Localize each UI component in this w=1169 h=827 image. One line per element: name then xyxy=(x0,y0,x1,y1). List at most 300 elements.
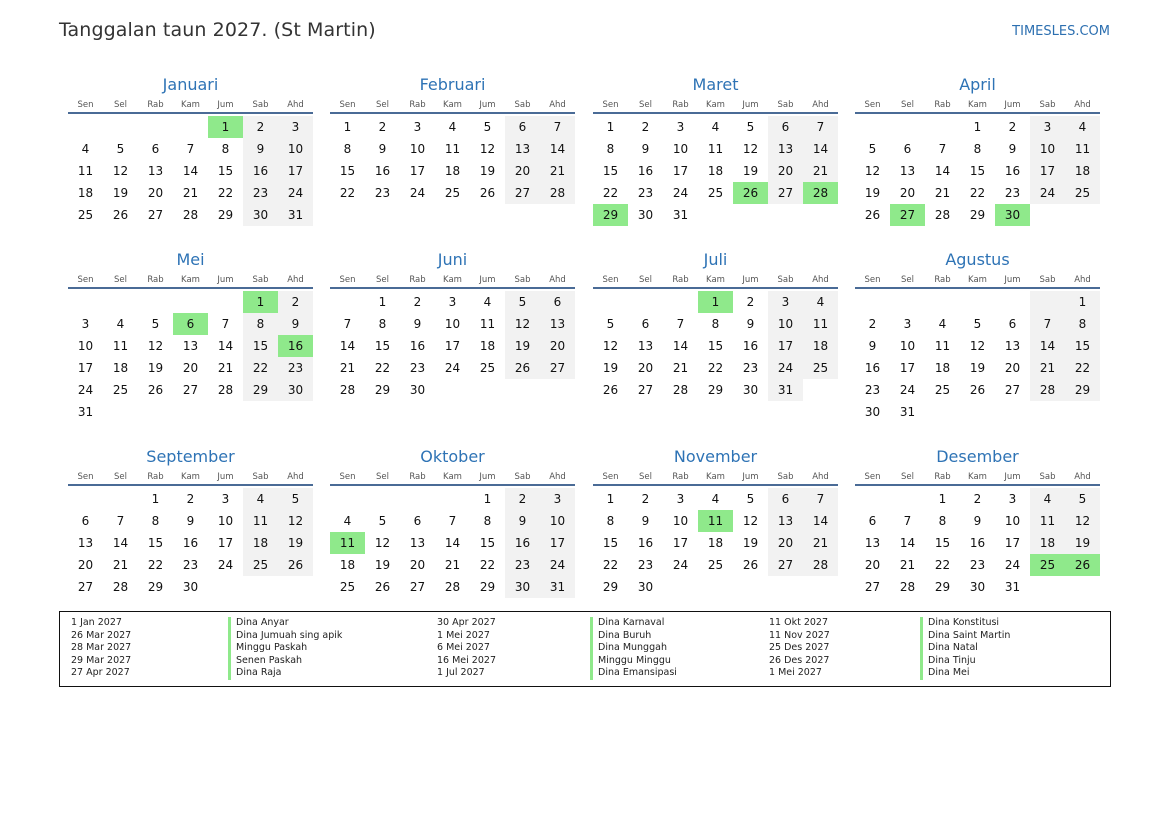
day-cell: 17 xyxy=(278,160,313,182)
legend-holiday-name: Dina Emansipasi xyxy=(590,667,677,680)
month-name: November xyxy=(673,447,758,466)
empty-cell xyxy=(890,488,925,510)
weekday-header xyxy=(330,470,575,486)
day-cell: 12 xyxy=(742,514,759,528)
day-cell: 15 xyxy=(934,536,951,550)
weekday-label: Sen xyxy=(339,100,356,110)
day-cell: 7 xyxy=(343,317,352,331)
weekday-header xyxy=(330,98,575,114)
weekday-label: Kam xyxy=(706,472,725,482)
empty-cell xyxy=(890,291,925,313)
day-cell: 10 xyxy=(1030,138,1065,160)
day-cell: 5 xyxy=(151,317,160,331)
day-cell: 6 xyxy=(151,142,160,156)
day-cell: 13 xyxy=(505,138,540,160)
day-cell: 5 xyxy=(746,120,755,134)
day-cell: 18 xyxy=(707,536,724,550)
empty-cell xyxy=(365,488,400,510)
day-cell: 30 xyxy=(637,208,654,222)
day-cell: 26 xyxy=(112,208,129,222)
day-cell: 25 xyxy=(112,383,129,397)
week-row xyxy=(593,488,838,510)
day-cell: 3 xyxy=(278,116,313,138)
weekday-header xyxy=(855,98,1100,114)
day-cell: 20 xyxy=(540,335,575,357)
legend-holiday-name: Dina Karnaval xyxy=(590,617,677,630)
week-row xyxy=(68,379,313,401)
day-cell: 11 xyxy=(112,339,129,353)
day-cell: 20 xyxy=(899,186,916,200)
weekday-label: Ahd xyxy=(1074,100,1091,110)
day-cell: 23 xyxy=(637,186,654,200)
day-cell: 22 xyxy=(147,558,164,572)
weekday-label: Sab xyxy=(252,100,269,110)
weekday-label: Ahd xyxy=(812,472,829,482)
empty-cell xyxy=(103,291,138,313)
week-row xyxy=(68,204,313,226)
day-cell: 25 xyxy=(803,357,838,379)
legend-date: 29 Mar 2027 xyxy=(71,654,132,666)
day-cell: 7 xyxy=(116,514,125,528)
day-cell: 7 xyxy=(803,116,838,138)
day-cell: 15 xyxy=(969,164,986,178)
week-row xyxy=(330,116,575,138)
day-cell: 26 xyxy=(742,558,759,572)
day-cell: 26 xyxy=(505,357,540,379)
day-cell: 24 xyxy=(217,558,234,572)
day-cell: 29 xyxy=(374,383,391,397)
legend-holiday-name: Dina Konstitusi xyxy=(920,617,1010,630)
day-cell: 24 xyxy=(672,186,689,200)
day-cell: 10 xyxy=(444,317,461,331)
month-name: September xyxy=(146,447,235,466)
empty-cell xyxy=(855,488,890,510)
day-cell: 16 xyxy=(409,339,426,353)
day-cell: 22 xyxy=(602,186,619,200)
day-cell: 9 xyxy=(505,510,540,532)
day-cell: 13 xyxy=(1004,339,1021,353)
week-row xyxy=(593,313,838,335)
weekday-label: Rab xyxy=(672,472,689,482)
legend-date-column xyxy=(71,617,131,680)
empty-cell xyxy=(138,116,173,138)
day-cell: 4 xyxy=(343,514,352,528)
day-cell: 29 xyxy=(602,580,619,594)
day-cell: 21 xyxy=(803,160,838,182)
day-cell: 15 xyxy=(217,164,234,178)
weekday-label: Jum xyxy=(217,100,234,110)
day-cell: 22 xyxy=(217,186,234,200)
day-cell: 20 xyxy=(505,160,540,182)
day-cell: 17 xyxy=(540,532,575,554)
day-cell: 16 xyxy=(864,361,881,375)
weekday-label: Sen xyxy=(864,100,881,110)
weekday-label: Sab xyxy=(1039,472,1056,482)
empty-cell xyxy=(208,576,243,598)
weekday-label: Sen xyxy=(602,472,619,482)
weekday-label: Sel xyxy=(114,472,127,482)
day-cell: 4 xyxy=(483,295,492,309)
day-cell: 9 xyxy=(186,514,195,528)
day-cell: 14 xyxy=(934,164,951,178)
day-cell: 11 xyxy=(934,339,951,353)
day-cell: 14 xyxy=(182,164,199,178)
day-cell: 14 xyxy=(803,510,838,532)
day-cell: 29 xyxy=(707,383,724,397)
day-cell: 24 xyxy=(672,558,689,572)
day-cell: 7 xyxy=(676,317,685,331)
day-cell: 3 xyxy=(448,295,457,309)
week-row xyxy=(593,335,838,357)
month-juni xyxy=(330,249,575,401)
weekday-label: Sab xyxy=(777,100,794,110)
day-cell: 24 xyxy=(899,383,916,397)
day-cell: 11 xyxy=(330,532,365,554)
week-row xyxy=(68,313,313,335)
day-cell: 5 xyxy=(606,317,615,331)
day-cell: 15 xyxy=(479,536,496,550)
day-cell: 23 xyxy=(278,357,313,379)
day-cell: 20 xyxy=(768,532,803,554)
day-cell: 7 xyxy=(221,317,230,331)
day-cell: 18 xyxy=(444,164,461,178)
legend-holiday-name: Dina Munggah xyxy=(590,642,677,655)
day-cell: 18 xyxy=(1065,160,1100,182)
day-cell: 25 xyxy=(707,186,724,200)
week-row xyxy=(855,204,1100,226)
day-cell: 22 xyxy=(707,361,724,375)
week-row xyxy=(68,160,313,182)
day-cell: 29 xyxy=(934,580,951,594)
day-cell: 26 xyxy=(969,383,986,397)
empty-cell xyxy=(890,116,925,138)
legend-date-column xyxy=(437,617,496,680)
month-april xyxy=(855,74,1100,226)
week-row xyxy=(330,138,575,160)
empty-cell xyxy=(960,291,995,313)
day-cell: 30 xyxy=(969,580,986,594)
weekday-label: Sab xyxy=(252,275,269,285)
legend-date: 26 Des 2027 xyxy=(769,654,830,666)
day-cell: 16 xyxy=(969,536,986,550)
day-cell: 10 xyxy=(217,514,234,528)
day-cell: 27 xyxy=(409,580,426,594)
empty-cell xyxy=(698,576,733,598)
legend-date: 6 Mei 2027 xyxy=(437,642,490,654)
empty-cell xyxy=(925,401,960,423)
day-cell: 17 xyxy=(899,361,916,375)
day-cell: 16 xyxy=(1004,164,1021,178)
site-link[interactable]: TIMESLES.COM xyxy=(1012,24,1110,39)
week-row xyxy=(68,554,313,576)
day-cell: 14 xyxy=(339,339,356,353)
day-cell: 10 xyxy=(409,142,426,156)
empty-cell xyxy=(505,379,540,401)
legend-date: 11 Okt 2027 xyxy=(769,617,829,628)
weekday-label: Kam xyxy=(443,100,462,110)
day-cell: 31 xyxy=(77,405,94,419)
day-cell: 22 xyxy=(339,186,356,200)
day-cell: 30 xyxy=(409,383,426,397)
day-cell: 30 xyxy=(864,405,881,419)
month-maret xyxy=(593,74,838,226)
day-cell: 6 xyxy=(768,116,803,138)
day-cell: 18 xyxy=(803,335,838,357)
day-cell: 2 xyxy=(868,317,877,331)
week-row xyxy=(593,160,838,182)
day-cell: 9 xyxy=(413,317,422,331)
day-cell: 21 xyxy=(540,160,575,182)
day-cell: 9 xyxy=(1008,142,1017,156)
day-cell: 18 xyxy=(339,558,356,572)
day-cell: 4 xyxy=(243,488,278,510)
day-cell: 8 xyxy=(483,514,492,528)
weekday-label: Jum xyxy=(742,275,759,285)
legend-name-column xyxy=(920,617,1010,680)
weekday-label: Jum xyxy=(479,275,496,285)
day-cell: 6 xyxy=(868,514,877,528)
weekday-header xyxy=(593,98,838,114)
day-cell: 21 xyxy=(217,361,234,375)
day-cell: 9 xyxy=(973,514,982,528)
day-cell: 2 xyxy=(278,291,313,313)
empty-cell xyxy=(1065,204,1100,226)
week-row xyxy=(593,576,838,598)
day-cell: 25 xyxy=(934,383,951,397)
weekday-label: Sab xyxy=(777,275,794,285)
week-row xyxy=(593,357,838,379)
day-cell: 27 xyxy=(147,208,164,222)
empty-cell xyxy=(68,488,103,510)
empty-cell xyxy=(1030,204,1065,226)
weekday-label: Sel xyxy=(901,472,914,482)
day-cell: 19 xyxy=(147,361,164,375)
day-cell: 19 xyxy=(1065,532,1100,554)
day-cell: 30 xyxy=(637,580,654,594)
day-cell: 3 xyxy=(903,317,912,331)
legend-date: 11 Nov 2027 xyxy=(769,629,830,641)
week-row xyxy=(855,510,1100,532)
day-cell: 13 xyxy=(637,339,654,353)
day-cell: 26 xyxy=(147,383,164,397)
day-cell: 17 xyxy=(409,164,426,178)
day-cell: 31 xyxy=(540,576,575,598)
day-cell: 3 xyxy=(221,492,230,506)
empty-cell xyxy=(803,379,838,401)
day-cell: 29 xyxy=(593,204,628,226)
day-cell: 15 xyxy=(602,164,619,178)
weekday-label: Sen xyxy=(602,100,619,110)
empty-cell xyxy=(208,291,243,313)
week-row xyxy=(593,554,838,576)
day-cell: 3 xyxy=(540,488,575,510)
day-cell: 6 xyxy=(641,317,650,331)
day-cell: 15 xyxy=(707,339,724,353)
day-cell: 20 xyxy=(864,558,881,572)
day-cell: 28 xyxy=(803,182,838,204)
day-cell: 27 xyxy=(505,182,540,204)
day-cell: 10 xyxy=(768,313,803,335)
day-cell: 18 xyxy=(112,361,129,375)
day-cell: 24 xyxy=(444,361,461,375)
weekday-label: Sel xyxy=(901,100,914,110)
weekday-label: Rab xyxy=(409,275,426,285)
day-cell: 1 xyxy=(606,492,615,506)
day-cell: 25 xyxy=(1065,182,1100,204)
empty-cell xyxy=(138,401,173,423)
day-cell: 6 xyxy=(1008,317,1017,331)
empty-cell xyxy=(103,488,138,510)
week-row xyxy=(330,379,575,401)
empty-cell xyxy=(855,291,890,313)
weekday-label: Rab xyxy=(409,472,426,482)
week-row xyxy=(330,576,575,598)
day-cell: 26 xyxy=(374,580,391,594)
day-cell: 13 xyxy=(77,536,94,550)
day-cell: 28 xyxy=(444,580,461,594)
weekday-label: Kam xyxy=(968,472,987,482)
weekday-header xyxy=(68,470,313,486)
legend-date: 1 Mei 2027 xyxy=(769,667,822,679)
day-cell: 21 xyxy=(112,558,129,572)
day-cell: 15 xyxy=(1065,335,1100,357)
day-cell: 6 xyxy=(540,291,575,313)
day-cell: 28 xyxy=(672,383,689,397)
week-row xyxy=(855,554,1100,576)
day-cell: 18 xyxy=(934,361,951,375)
day-cell: 4 xyxy=(116,317,125,331)
day-cell: 5 xyxy=(1065,488,1100,510)
month-agustus xyxy=(855,249,1100,423)
empty-cell xyxy=(925,116,960,138)
day-cell: 18 xyxy=(243,532,278,554)
day-cell: 6 xyxy=(173,313,208,335)
day-cell: 5 xyxy=(973,317,982,331)
day-cell: 29 xyxy=(243,379,278,401)
day-cell: 8 xyxy=(243,313,278,335)
day-cell: 12 xyxy=(969,339,986,353)
empty-cell xyxy=(470,379,505,401)
day-cell: 28 xyxy=(112,580,129,594)
legend-holiday-name: Minggu Paskah xyxy=(228,642,342,655)
day-cell: 10 xyxy=(899,339,916,353)
weekday-label: Ahd xyxy=(287,275,304,285)
day-cell: 24 xyxy=(1030,182,1065,204)
weekday-label: Sab xyxy=(1039,275,1056,285)
legend-holiday-name: Dina Natal xyxy=(920,642,1010,655)
day-cell: 20 xyxy=(409,558,426,572)
empty-cell xyxy=(173,116,208,138)
day-cell: 23 xyxy=(864,383,881,397)
day-cell: 3 xyxy=(676,120,685,134)
day-cell: 11 xyxy=(707,142,724,156)
empty-cell xyxy=(960,401,995,423)
day-cell: 12 xyxy=(602,339,619,353)
day-cell: 4 xyxy=(81,142,90,156)
day-cell: 10 xyxy=(672,514,689,528)
day-cell: 31 xyxy=(1004,580,1021,594)
weekday-label: Rab xyxy=(147,472,164,482)
weekday-label: Kam xyxy=(968,100,987,110)
day-cell: 5 xyxy=(378,514,387,528)
day-cell: 21 xyxy=(1030,357,1065,379)
day-cell: 8 xyxy=(378,317,387,331)
day-cell: 5 xyxy=(278,488,313,510)
week-row xyxy=(855,335,1100,357)
weekday-label: Kam xyxy=(706,275,725,285)
day-cell: 16 xyxy=(637,164,654,178)
day-cell: 7 xyxy=(903,514,912,528)
day-cell: 17 xyxy=(1004,536,1021,550)
day-cell: 9 xyxy=(641,514,650,528)
empty-cell xyxy=(995,401,1030,423)
weekday-label: Ahd xyxy=(287,100,304,110)
day-cell: 17 xyxy=(768,335,803,357)
legend-date: 27 Apr 2027 xyxy=(71,667,130,679)
day-cell: 2 xyxy=(1008,120,1017,134)
day-cell: 25 xyxy=(243,554,278,576)
day-cell: 30 xyxy=(742,383,759,397)
day-cell: 11 xyxy=(1030,510,1065,532)
weekday-label: Ahd xyxy=(812,100,829,110)
empty-cell xyxy=(733,576,768,598)
week-row xyxy=(855,488,1100,510)
week-row xyxy=(330,357,575,379)
weekday-label: Rab xyxy=(147,100,164,110)
day-cell: 17 xyxy=(1030,160,1065,182)
legend-date-column xyxy=(769,617,830,680)
week-row xyxy=(330,182,575,204)
weekday-label: Kam xyxy=(181,275,200,285)
weekday-label: Rab xyxy=(934,472,951,482)
day-cell: 19 xyxy=(742,164,759,178)
empty-cell xyxy=(803,204,838,226)
day-cell: 19 xyxy=(602,361,619,375)
day-cell: 1 xyxy=(208,116,243,138)
day-cell: 15 xyxy=(374,339,391,353)
day-cell: 5 xyxy=(746,492,755,506)
weekday-label: Sel xyxy=(114,100,127,110)
weekday-label: Sab xyxy=(1039,100,1056,110)
day-cell: 9 xyxy=(641,142,650,156)
weekday-label: Kam xyxy=(181,472,200,482)
day-cell: 8 xyxy=(973,142,982,156)
weekday-label: Sab xyxy=(514,275,531,285)
weekday-label: Rab xyxy=(934,275,951,285)
day-cell: 22 xyxy=(934,558,951,572)
day-cell: 11 xyxy=(698,510,733,532)
week-row xyxy=(68,116,313,138)
empty-cell xyxy=(1030,401,1065,423)
week-row xyxy=(330,554,575,576)
day-cell: 23 xyxy=(1004,186,1021,200)
weekday-label: Rab xyxy=(934,100,951,110)
empty-cell xyxy=(103,116,138,138)
day-cell: 27 xyxy=(890,204,925,226)
empty-cell xyxy=(663,291,698,313)
empty-cell xyxy=(1065,401,1100,423)
day-cell: 4 xyxy=(938,317,947,331)
week-row xyxy=(593,182,838,204)
day-cell: 27 xyxy=(637,383,654,397)
day-cell: 15 xyxy=(602,536,619,550)
month-januari xyxy=(68,74,313,226)
day-cell: 9 xyxy=(243,138,278,160)
legend-holiday-name: Dina Anyar xyxy=(228,617,342,630)
day-cell: 20 xyxy=(182,361,199,375)
day-cell: 8 xyxy=(606,142,615,156)
weekday-label: Sel xyxy=(639,472,652,482)
